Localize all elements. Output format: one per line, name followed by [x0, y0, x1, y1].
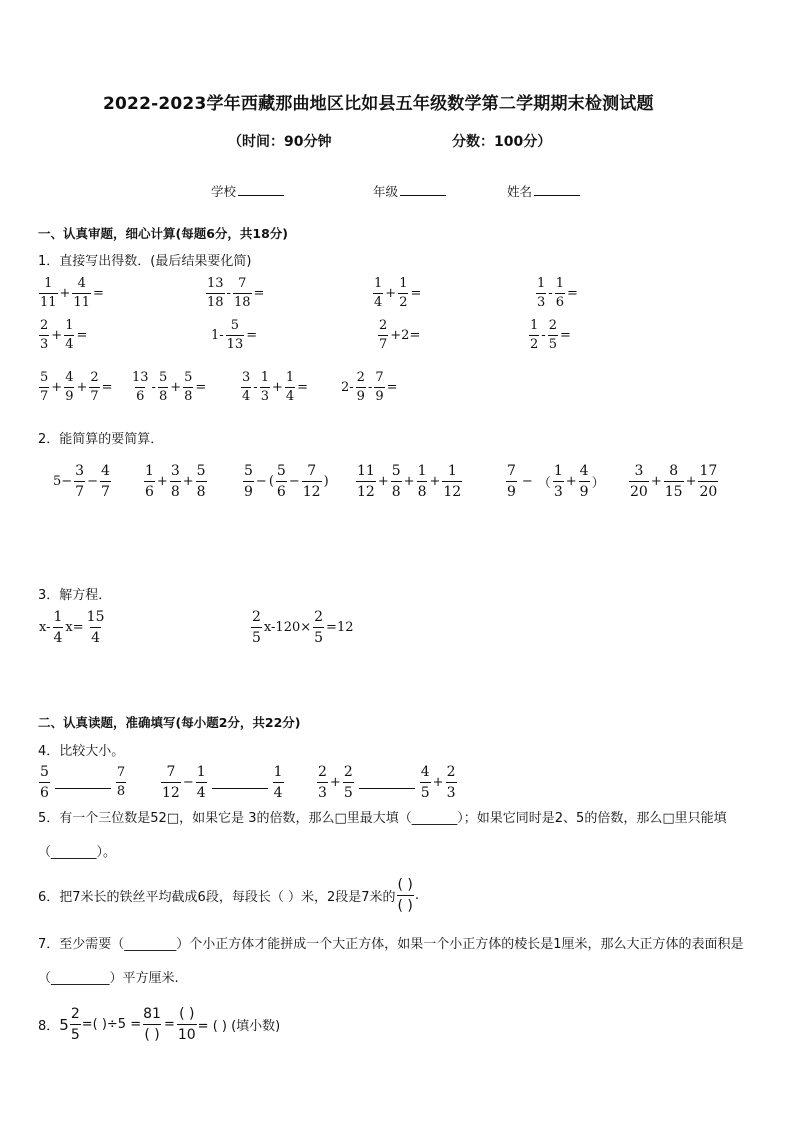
q1-expr-11: 3 4 - 1 3 + $\frac{1}{4}$ = [242, 370, 309, 404]
fraction: 4 5 [420, 764, 430, 801]
fraction: $\frac{2}{5}$ [70, 1006, 80, 1043]
fraction: $\frac{4}{11}$ [73, 276, 90, 310]
q1-expr-6: 1- $\frac{5}{13}$ = [211, 318, 258, 352]
compare-blank[interactable] [212, 776, 268, 789]
q4-compare-3: 2 3 + $\frac{2}{5}$ 4 5 + $\frac{2}{3}$ [318, 764, 456, 801]
section-2-heading: 二、认真读题，准确填写(每小题2分，共22分) [38, 715, 301, 730]
question-8: 8． 5 $\frac{2}{5}$ =( )÷5 = 81 ( ) = ( ) 10 = ( ) (填小数) [38, 1006, 281, 1043]
q2-expr-3: 5 9 − ( 5 6 − $\frac{7}{12}$ ) [244, 463, 329, 500]
fraction: 3 4 [242, 370, 251, 404]
q1-expr-4: 1 3 - $\frac{1}{6}$ = [537, 276, 578, 310]
answer-fraction[interactable]: ( ) 10 [177, 1006, 196, 1043]
fraction: 2 9 [356, 370, 365, 404]
fraction: 7 12 [162, 764, 180, 801]
fraction: 5 9 [244, 463, 253, 500]
fraction: $\frac{17}{20}$ [699, 463, 718, 500]
fraction: $\frac{2}{7}$ [90, 370, 99, 404]
fraction: $\frac{7}{18}$ [233, 276, 251, 310]
fraction: $\frac{5}{8}$ [196, 463, 206, 500]
fraction: $\frac{8}{15}$ [664, 463, 683, 500]
question-8-number: 8． [38, 1019, 60, 1034]
fraction: 1 4 [53, 609, 63, 646]
grade-field [373, 182, 446, 200]
fraction: $\frac{1}{4}$ [65, 318, 74, 352]
compare-blank[interactable] [55, 776, 111, 789]
fraction: 1 3 [553, 463, 563, 500]
fraction: 13 18 [207, 276, 224, 310]
name-field [507, 182, 580, 200]
fraction: $\frac{15}{4}$ [86, 609, 105, 646]
q3-equation-2: 2 5 x-120× $\frac{2}{5}$ =12 [252, 609, 354, 646]
page-title: 2022-2023学年西藏那曲地区比如县五年级数学第二学期期末检测试题 [103, 94, 654, 114]
school-blank[interactable] [238, 185, 284, 196]
q2-expr-6: 3 20 + $\frac{8}{15}$ + $\frac{17}{20}$ [630, 463, 718, 500]
question-5: 5．有一个三位数是52□，如果它是 3的倍数，那么□里最大填（_______）；如果它同时是2、5的倍数，那么□里只能填（_______）。 [38, 811, 727, 860]
fraction: $\frac{7}{9}$ [375, 370, 384, 404]
fraction: $\frac{2}{5}$ [314, 609, 324, 646]
q1-expr-2: 13 18 - $\frac{7}{18}$ = [207, 276, 265, 310]
question-6 [38, 876, 419, 915]
fraction: 13 6 [132, 370, 149, 404]
fraction: $\frac{1}{8}$ [417, 463, 427, 500]
exam-score: 分数：100分） [452, 134, 552, 150]
fraction: 2 5 [252, 609, 261, 646]
fraction: $\frac{5}{8}$ [391, 463, 401, 500]
q2-expr-2: 1 6 + $\frac{3}{8}$ + $\frac{5}{8}$ [145, 463, 206, 500]
exam-time: （时间：90分钟 [228, 134, 332, 150]
fraction: $\frac{2}{5}$ [343, 764, 353, 801]
fraction: $\frac{3}{8}$ [170, 463, 180, 500]
fraction: $\frac{2}{5}$ [548, 318, 557, 352]
section-1-heading: 一、认真审题，细心计算(每题6分，共18分) [38, 226, 289, 241]
fraction: 11 12 [357, 463, 375, 500]
q4-compare-2: 7 12 − $\frac{1}{4}$ 1 4 [162, 764, 283, 801]
q1-expr-5: 2 3 + $\frac{1}{4}$ = [40, 318, 88, 352]
question-6-text: 6．把7米长的铁丝平均截成6段，每段长（ ）米，2段是7米的 [38, 890, 396, 905]
q2-expr-4: 11 12 + $\frac{5}{8}$ + $\frac{1}{8}$ + $\frac{1}{12}$ [357, 463, 462, 500]
fraction: $\frac{1}{6}$ [555, 276, 564, 310]
fraction: 2 3 [318, 764, 327, 801]
fraction: $\frac{3}{7}$ [75, 463, 85, 500]
fraction: $\frac{1}{4}$ [196, 764, 206, 801]
q2-expr-1: 5− $\frac{3}{7}$ − $\frac{4}{7}$ [53, 463, 110, 500]
name-blank[interactable] [534, 185, 580, 196]
fraction: 7 9 [507, 463, 516, 500]
fraction: 2 3 [40, 318, 49, 352]
q4-compare-1 [38, 763, 127, 802]
fraction: $\frac{4}{7}$ [101, 463, 110, 500]
fraction: 7 8 [116, 765, 126, 799]
fraction: $\frac{4}{9}$ [65, 370, 74, 404]
fraction: $\frac{4}{9}$ [579, 463, 589, 500]
question-8-part: =( )÷5 = [81, 1017, 142, 1032]
grade-blank[interactable] [400, 185, 446, 196]
q2-expr-5: 7 9 − （ 1 3 + $\frac{4}{9}$ ） [507, 463, 605, 500]
fraction: 5 6 [40, 764, 49, 801]
fraction: 1 4 [273, 764, 283, 801]
q1-expr-1: 1 11 + $\frac{4}{11}$ = [40, 276, 104, 310]
school-field [211, 182, 284, 200]
fraction: $\frac{2}{3}$ [446, 764, 456, 801]
question-4: 4．比较大小。 [38, 744, 125, 759]
fraction: 3 20 [630, 463, 648, 500]
question-3: 3．解方程． [38, 588, 112, 603]
grade-label: 年级 [373, 184, 399, 199]
fraction: $\frac{1}{4}$ [285, 370, 295, 404]
fraction: $\frac{1}{12}$ [443, 463, 462, 500]
question-8-end: = ( ) (填小数) [197, 1019, 281, 1034]
q1-expr-8: 1 2 - $\frac{2}{5}$ = [530, 318, 571, 352]
fraction: 1 3 [260, 370, 269, 404]
q1-expr-9: 5 7 + $\frac{4}{9}$ + $\frac{2}{7}$ = [40, 370, 113, 404]
fraction: 1 4 [374, 276, 383, 310]
q1-expr-7: 2 7 +2= [379, 318, 421, 352]
fraction: 1 6 [145, 463, 154, 500]
fraction: $\frac{7}{12}$ [302, 463, 321, 500]
question-1: 1．直接写出得数．(最后结果要化简) [38, 254, 252, 269]
q1-expr-12: 2- 2 9 - $\frac{7}{9}$ = [341, 370, 398, 404]
fraction: 2 7 [379, 318, 388, 352]
compare-blank[interactable] [359, 776, 415, 789]
question-7: 7．至少需要（________）个小正方体才能拼成一个大正方体，如果一个小正方体的棱长是1厘米，那么大正方体的表面积是（_________）平方厘米. [38, 937, 744, 986]
q1-expr-10: 13 6 - 5 8 + $\frac{5}{8}$ = [132, 370, 207, 404]
question-2: 2．能简算的要简算． [38, 432, 164, 447]
q1-expr-3: 1 4 + $\frac{1}{2}$ = [374, 276, 422, 310]
fraction: 5 8 [158, 370, 168, 404]
answer-fraction[interactable]: ( ) ( ) [397, 877, 413, 914]
mixed-whole: 5 [59, 1015, 69, 1034]
fraction: 5 6 [276, 463, 286, 500]
fraction: $\frac{5}{13}$ [226, 318, 244, 352]
fraction: $\frac{1}{2}$ [399, 276, 408, 310]
fraction: 1 3 [537, 276, 546, 310]
question-6-end: . [414, 888, 420, 903]
answer-fraction[interactable]: 81 ( ) [143, 1006, 161, 1043]
fraction: $\frac{5}{8}$ [184, 370, 193, 404]
fraction: 1 11 [40, 276, 57, 310]
school-label: 学校 [211, 184, 237, 199]
fraction: 1 2 [530, 318, 539, 352]
fraction: 5 7 [40, 370, 49, 404]
name-label: 姓名 [507, 184, 533, 199]
q3-equation-1: x- 1 4 x= $\frac{15}{4}$ [39, 609, 105, 646]
